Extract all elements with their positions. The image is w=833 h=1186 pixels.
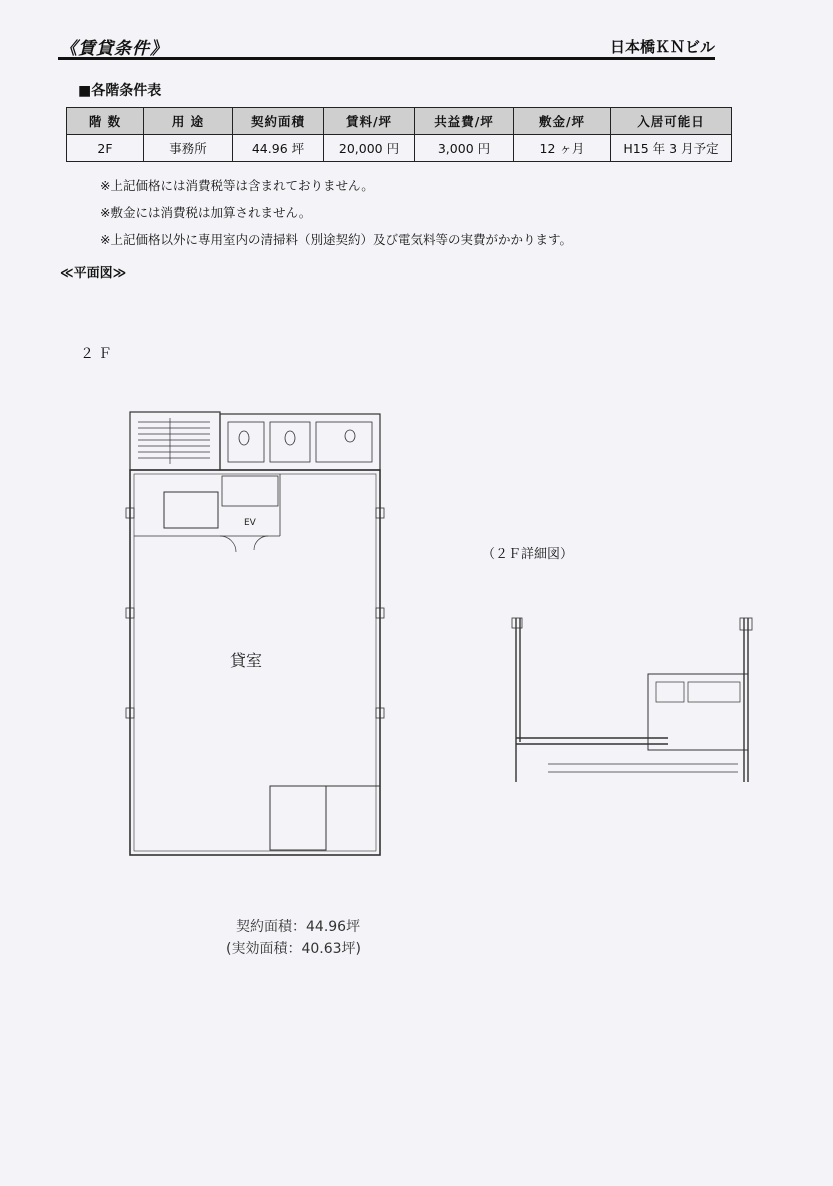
document-title: 《賃貸条件》 <box>60 39 168 59</box>
column-header: 階 数 <box>67 108 144 135</box>
contract-area-label: 契約面積：44.96坪 <box>236 919 361 935</box>
table-cell: 44.96 坪 <box>233 135 324 162</box>
table-cell: 事務所 <box>144 135 233 162</box>
table-cell: H15 年 3 月予定 <box>611 135 732 162</box>
column-header: 共益費/坪 <box>415 108 514 135</box>
floor-plan-drawing <box>120 408 390 878</box>
plan-heading: ≪平面図≫ <box>60 266 127 281</box>
conditions-table <box>66 107 732 162</box>
stairs <box>138 418 210 464</box>
note-deposit: ※敷金には消費税は加算されません。 <box>100 205 312 220</box>
table-header-row <box>67 108 732 135</box>
table-cell: 20,000 円 <box>324 135 415 162</box>
note-extra-costs: ※上記価格以外に専用室内の清掃料（別途契約）及び電気料等の実費がかかります。 <box>100 232 572 247</box>
effective-area-label: (実効面積：40.63坪) <box>226 941 362 957</box>
restrooms <box>228 422 372 462</box>
column-header: 契約面積 <box>233 108 324 135</box>
table-cell: 12 ヶ月 <box>514 135 611 162</box>
column-header: 入居可能日 <box>611 108 732 135</box>
room-label: 貸室 <box>230 651 263 670</box>
header-rule <box>58 57 715 60</box>
detail-label: （２Ｆ詳細図） <box>482 547 574 562</box>
column-header: 用 途 <box>144 108 233 135</box>
detail-plan-drawing <box>508 612 760 788</box>
column-header: 賃料/坪 <box>324 108 415 135</box>
floor-label: ２Ｆ <box>80 346 116 362</box>
note-tax: ※上記価格には消費税等は含まれておりません。 <box>100 178 374 193</box>
section-heading: ■各階条件表 <box>78 83 162 99</box>
column-header: 敷金/坪 <box>514 108 611 135</box>
elevator <box>164 492 218 528</box>
table-row <box>67 135 732 162</box>
table-cell: 2F <box>67 135 144 162</box>
ev-label: EV <box>244 518 256 528</box>
table-cell: 3,000 円 <box>415 135 514 162</box>
building-name: 日本橋ＫＮビル <box>609 38 715 56</box>
